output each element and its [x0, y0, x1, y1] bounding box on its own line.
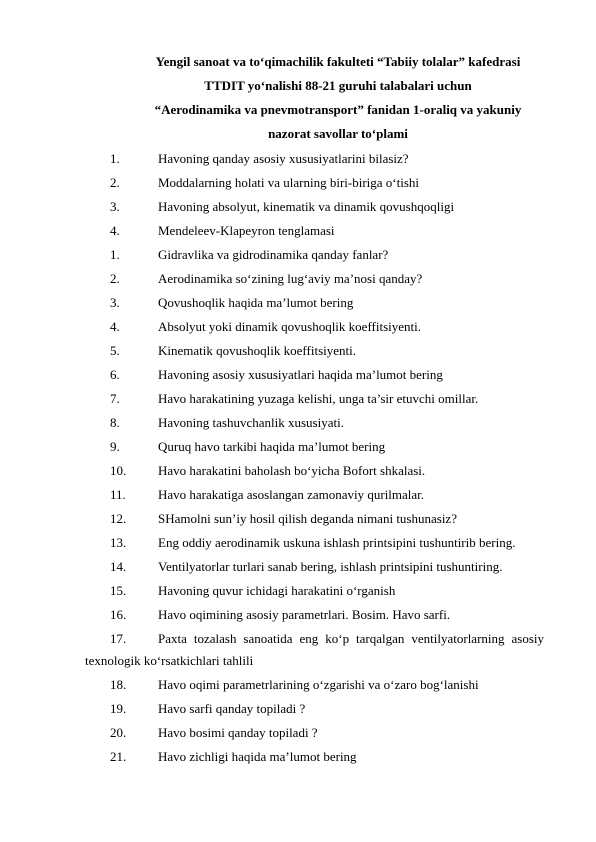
question-text: Ventilyatorlar turlari sanab bering, ishlash printsipini tushuntiring.	[158, 559, 503, 574]
question-item	[0, 603, 596, 627]
question-text: SHamolni sun’iy hosil qilish deganda nimani tushunasiz?	[158, 511, 457, 526]
question-number: 20.	[110, 725, 127, 740]
question-number: 19.	[110, 701, 127, 716]
question-text: Havoning qanday asosiy xususiyatlarini bilasiz?	[158, 151, 409, 166]
question-item	[0, 171, 596, 195]
question-item	[0, 459, 596, 483]
question-number: 3.	[110, 295, 120, 310]
question-item	[0, 243, 596, 267]
question-number: 21.	[110, 749, 127, 764]
question-list	[0, 147, 596, 769]
question-number: 9.	[110, 439, 120, 454]
question-item	[0, 745, 596, 769]
question-number: 7.	[110, 391, 120, 406]
question-text: Quruq havo tarkibi haqida ma’lumot bering	[158, 439, 386, 454]
question-item	[0, 315, 596, 339]
question-text: Havo oqimi parametrlarining o‘zgarishi va o‘zaro bog‘lanishi	[158, 677, 479, 692]
question-item	[0, 483, 596, 507]
question-number: 13.	[110, 535, 127, 550]
question-text: Mendeleev-Klapeyron tenglamasi	[158, 223, 335, 238]
question-item	[0, 267, 596, 291]
question-item	[0, 531, 596, 555]
question-text: Havo harakatiga asoslangan zamonaviy qurilmalar.	[158, 487, 425, 502]
question-number: 2.	[110, 271, 120, 286]
question-number: 10.	[110, 463, 127, 478]
header-group-line: TTDIT yo‘nalishi 88-21 guruhi talabalari uchun	[204, 78, 472, 93]
question-text: Paxta tozalash sanoatida eng ko‘p tarqalgan ventilyatorlarning asosiy	[158, 631, 544, 646]
question-text: Absolyut yoki dinamik qovushoqlik koeffitsiyenti.	[158, 319, 422, 334]
header-subject-line: “Aerodinamika va pnevmotransport” fanidan 1-oraliq va yakuniy	[154, 102, 522, 117]
question-item	[0, 339, 596, 363]
question-item	[0, 387, 596, 411]
question-number: 15.	[110, 583, 127, 598]
question-item	[0, 673, 596, 697]
question-text: Havoning absolyut, kinematik va dinamik qovushqoqligi	[158, 199, 455, 214]
question-text: Havo harakatini baholash bo‘yicha Bofort shkalasi.	[158, 463, 426, 478]
question-item	[0, 697, 596, 721]
question-item	[0, 627, 596, 673]
question-text: Moddalarning holati va ularning biri-biriga o‘tishi	[158, 175, 420, 190]
question-item	[0, 195, 596, 219]
question-number: 1.	[110, 151, 120, 166]
document-header	[0, 50, 596, 146]
question-item	[0, 507, 596, 531]
question-number: 11.	[110, 487, 126, 502]
question-number: 16.	[110, 607, 127, 622]
question-item	[0, 219, 596, 243]
question-text: Gidravlika va gidrodinamika qanday fanlar?	[158, 247, 389, 262]
question-number: 1.	[110, 247, 120, 262]
question-text: Havoning asosiy xususiyatlari haqida ma’lumot bering	[158, 367, 443, 382]
question-number: 18.	[110, 677, 127, 692]
question-item	[0, 435, 596, 459]
question-text: Havo zichligi haqida ma’lumot bering	[158, 749, 357, 764]
question-number: 14.	[110, 559, 127, 574]
question-text: Aerodinamika so‘zining lug‘aviy ma’nosi qanday?	[158, 271, 423, 286]
question-item	[0, 147, 596, 171]
question-number: 5.	[110, 343, 120, 358]
question-item	[0, 721, 596, 745]
question-text: Kinematik qovushoqlik koeffitsiyenti.	[158, 343, 356, 358]
question-number: 3.	[110, 199, 120, 214]
question-item	[0, 579, 596, 603]
question-text: Qovushoqlik haqida ma’lumot bering	[158, 295, 354, 310]
question-number: 2.	[110, 175, 120, 190]
question-item	[0, 291, 596, 315]
question-text: Eng oddiy aerodinamik uskuna ishlash printsipini tushuntirib bering.	[158, 535, 516, 550]
question-text: Havo bosimi qanday topiladi ?	[158, 725, 318, 740]
header-title-line: nazorat savollar to‘plami	[268, 126, 408, 141]
question-number: 4.	[110, 319, 120, 334]
question-text: Havo sarfi qanday topiladi ?	[158, 701, 306, 716]
header-faculty-line: Yengil sanoat va to‘qimachilik fakulteti “Tabiiy tolalar” kafedrasi	[155, 54, 521, 69]
question-text: Havoning tashuvchanlik xususiyati.	[158, 415, 344, 430]
question-number: 4.	[110, 223, 120, 238]
question-text: Havoning quvur ichidagi harakatini o‘rganish	[158, 583, 396, 598]
question-number: 6.	[110, 367, 120, 382]
question-number: 8.	[110, 415, 120, 430]
question-text: Havo harakatining yuzaga kelishi, unga ta’sir etuvchi omillar.	[158, 391, 479, 406]
question-number: 12.	[110, 511, 127, 526]
question-item	[0, 555, 596, 579]
question-number: 17.	[110, 631, 127, 646]
question-text-continuation: texnologik ko‘rsatkichlari tahlili	[85, 653, 254, 668]
question-item	[0, 411, 596, 435]
question-item	[0, 363, 596, 387]
question-text: Havo oqimining asosiy parametrlari. Bosim. Havo sarfi.	[158, 607, 451, 622]
